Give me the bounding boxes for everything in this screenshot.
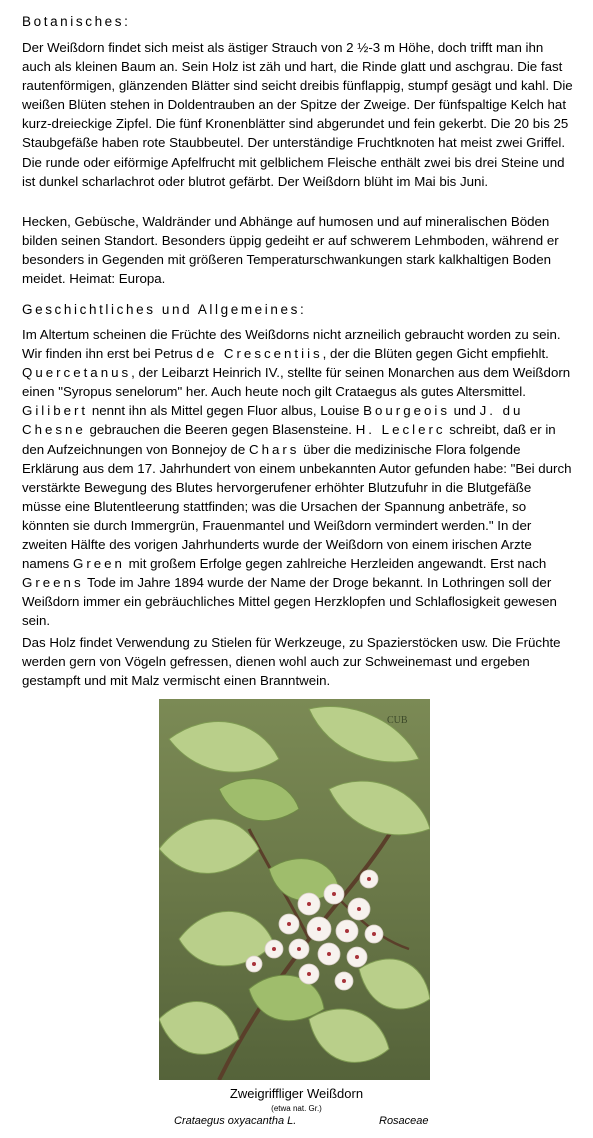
paragraph-uses: Das Holz findet Verwendung zu Stielen für Werkzeuge, zu Spazierstöcken usw. Die Früchte werden gern von Vögeln gefressen, dienen wohl auch zur Schweinemast und ergeben gestampft und mit Malz vermischt einen Branntwein.	[22, 635, 561, 689]
figure-caption-scale: (etwa nat. Gr.)	[271, 1104, 322, 1113]
section-heading-botanisches: Botanisches:	[22, 14, 131, 29]
hawthorn-painting	[159, 699, 430, 1080]
artist-monogram: CUB	[387, 715, 408, 726]
figure-species-name: Crataegus oxyacantha L.	[174, 1115, 297, 1127]
paragraph-habitat: Hecken, Gebüsche, Waldränder und Abhänge auf humosen und auf mineralischen Böden bilden seinen Standort. Besonders üppig gedeiht er auf schwerem Lehmboden, während er besonders in Gegenden mit größeren Temperaturschwankungen stark kalkhaltigen Boden meidet. Heimat: Europa.	[22, 214, 559, 287]
person-name: Bourgeois	[363, 403, 450, 419]
figure-caption-title: Zweigriffliger Weißdorn	[229, 1086, 364, 1101]
person-name: Greens	[22, 575, 84, 591]
person-name: Chars	[248, 441, 300, 457]
figure-family-name: Rosaceae	[379, 1115, 429, 1127]
person-name: J. du Chesne	[22, 403, 524, 438]
section-heading-geschichtliches: Geschichtliches und Allgemeines:	[22, 302, 307, 317]
person-name: Gilibert	[22, 403, 89, 419]
person-name: H. Leclerc	[355, 422, 446, 438]
paragraph-description: Der Weißdorn findet sich meist als ästiger Strauch von 2 ½-3 m Höhe, doch trifft man ihn auch als kleinen Baum an. Sein Holz ist zäh und hart, die Rinde glatt und aschgrau. Die fast rautenförmigen, glänzenden Blätter sind seicht dreibis fünflappig, stumpf gesägt und kahl. Die weißen Blüten stehen in Doldentrauben an der Spitze der Zweige. Der fünfspaltige Kelch hat kurz-dreieckige Zipfel. Die fünf Kronenblätter sind abgerundet und fein gekerbt. Die 20 bis 25 Staubgefäße haben rote Staubbeutel. Der unterständige Fruchtknoten hat meist zwei Griffel. Die runde oder eiförmige Apfelfrucht mit gelblichem Fleische enthält zwei bis drei Steine und ist dunkel scharlachrot oder blutrot gefärbt. Der Weißdorn blüht im Mai bis Juni.	[22, 40, 573, 189]
person-name: de Crescentiis	[196, 346, 323, 362]
paragraph-history: Im Altertum scheinen die Früchte des Weißdorns nicht arzneilich gebraucht worden zu sein. Wir finden ihn erst bei Petrus de Crescentiis, der die Blüten gegen Gicht empfiehlt. Quercetanus, der Leibarzt Heinrich IV., stellte für seinen Monarchen aus dem Weißdorn einen "Syropus senelorum" her. Auch heute noch gilt Crataegus als gutes Altersmittel. Gilibert nennt ihn als Mittel gegen Fluor albus, Louise Bourgeois und J. du Chesne gebrauchen die Beeren gegen Blasensteine. H. Leclerc schreibt, daß er in den Aufzeichnungen von Bonnejoy de Chars über die medizinische Flora folgende Erklärung aus dem 17. Jahrhundert von einem unbekannten Autor gefunden habe: "Bei durch verstärkte Bewegung des Blutes hervorgerufener erhöhter Blutzufuhr in die Blutgefäße müsse eine Blutentleerung stattfinden; was die Ursachen der Spannung anbeträfe, so könnten sie durch Immergrün, Frauenmantel und Weißdorn vermindert werden." In der zweiten Hälfte des vorigen Jahrhunderts wurde der Weißdorn von einem irischen Arzte namens Green mit großem Erfolge gegen zahlreiche Herzleiden angewandt. Erst nach Greens Tode im Jahre 1894 wurde der Name der Droge bekannt. In Lothringen soll der Weißdorn immer ein gebräuchliches Mittel gegen Herzklopfen und Schlaflosigkeit gewesen sein.	[22, 327, 572, 629]
person-name: Green	[73, 556, 125, 572]
person-name: Quercetanus	[22, 365, 132, 381]
hawthorn-illustration	[159, 699, 430, 1080]
